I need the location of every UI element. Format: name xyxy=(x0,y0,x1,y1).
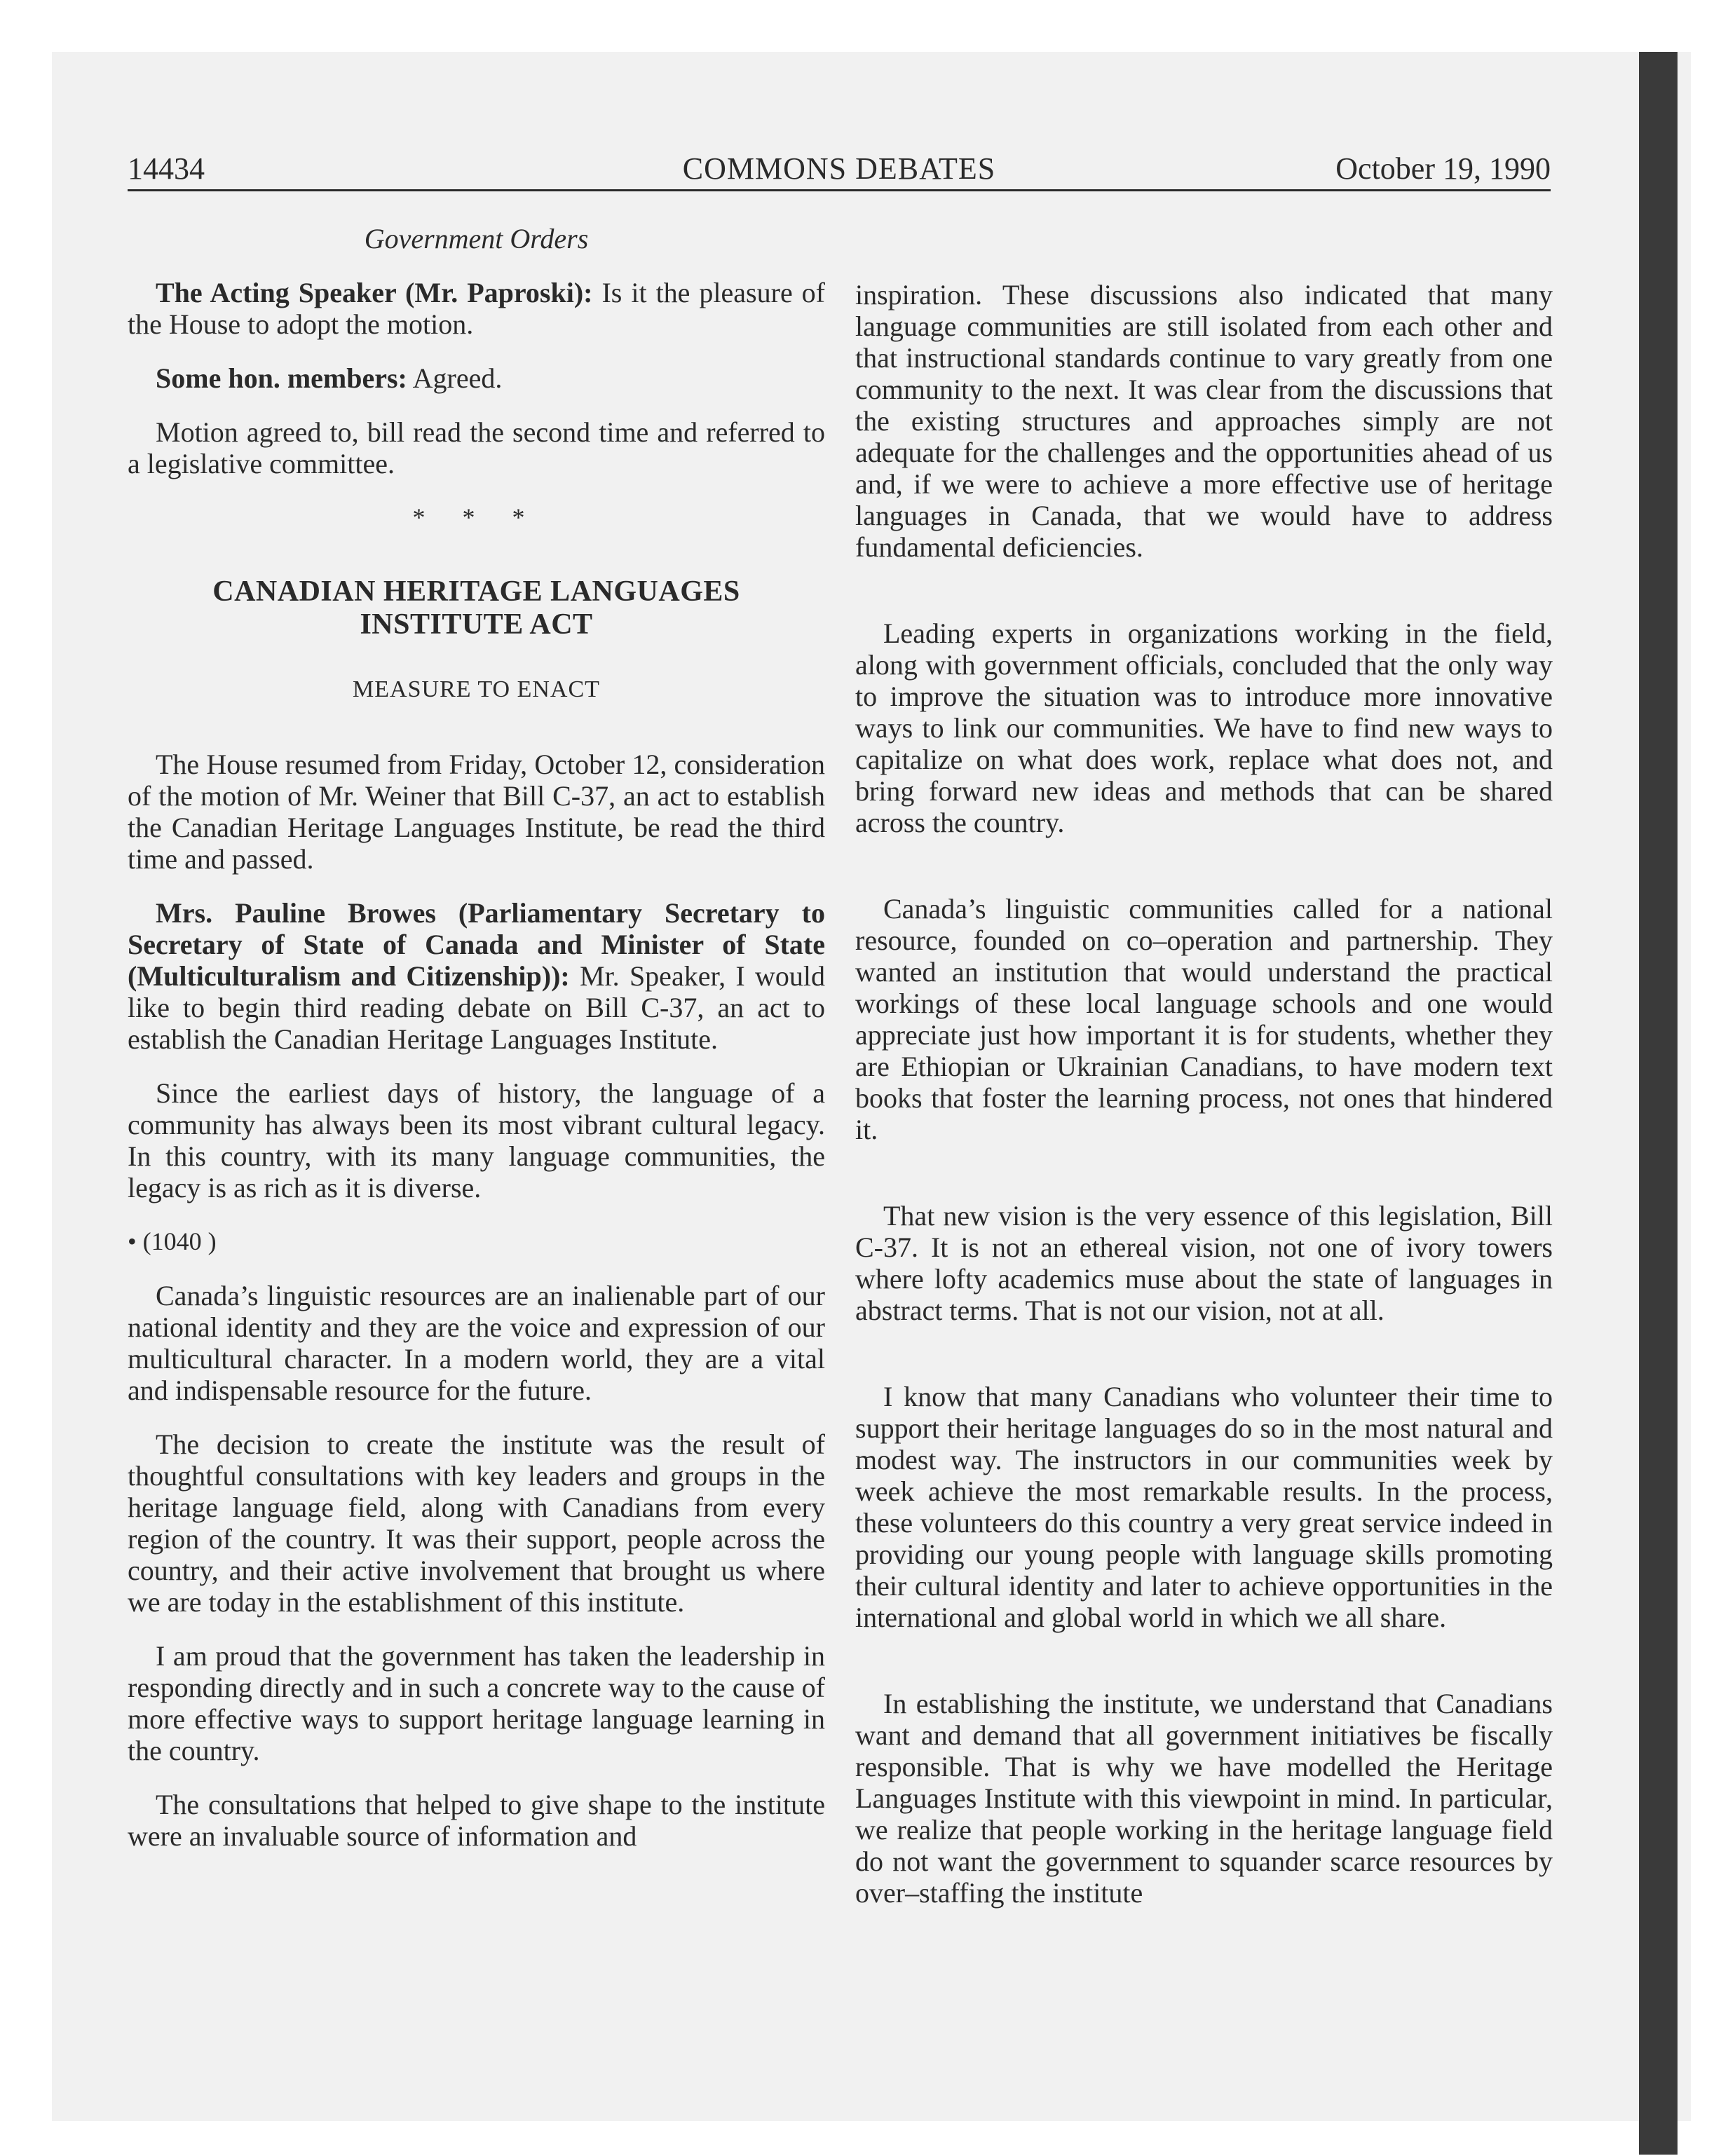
paragraph: I know that many Canadians who volunteer their time to support their heritage languages do so in the most natural and modest way. The instructors in our communities week by week achieve the most remarkable results. In the process, these volunteers do this country a very great service indeed in providing our young people with language skills promoting their cultural identity and later to achieve opportunities in the international and global world in which we all share. xyxy=(855,1381,1553,1633)
paragraph: The consultations that helped to give shape to the institute were an invaluable source of information and xyxy=(128,1789,825,1852)
left-column xyxy=(128,223,825,1874)
paragraph: I am proud that the government has taken the leadership in responding directly and in such a concrete way to the cause of more effective ways to support heritage language learning in the country. xyxy=(128,1640,825,1766)
paragraph: Leading experts in organizations working in the field, along with government officials, concluded that the only way to improve the situation was to introduce more innovative ways to link our communities. We have to find new ways to capitalize on what does work, replace what does not, and bring forward new ideas and methods that can be shared across the country. xyxy=(855,618,1553,838)
header-rule xyxy=(128,189,1551,191)
section-label: Government Orders xyxy=(364,223,589,254)
timestamp: • (1040 ) xyxy=(128,1227,217,1255)
bill-heading: CANADIAN HERITAGE LANGUAGES INSTITUTE ACT xyxy=(212,575,740,641)
publication-date: October 19, 1990 xyxy=(1335,151,1551,186)
paragraph xyxy=(128,897,825,1055)
speech-text: Is it the pleasure of the House to adopt the motion. xyxy=(128,277,826,340)
paragraph: Since the earliest days of history, the language of a community has always been its most vibrant cultural legacy. In this country, with its many language communities, the legacy is as rich as it is diverse. xyxy=(128,1077,825,1203)
speech-text: Mr. Speaker, I would like to begin third reading debate on Bill C-37, an act to establish the Canadian Heritage Languages Institute. xyxy=(128,960,825,1055)
speaker-name: Mrs. Pauline Browes (Parliamentary Secretary to Secretary of State of Canada and Minister of State (Multiculturalism and Citizenship)): xyxy=(128,897,825,992)
paragraph: Motion agreed to, bill read the second time and referred to a legislative committee. xyxy=(128,416,825,479)
paragraph xyxy=(128,277,825,340)
paragraph: That new vision is the very essence of this legislation, Bill C-37. It is not an ethereal vision, not one of ivory towers where lofty academics muse about the state of languages in abstract terms. That is not our vision, not at all. xyxy=(855,1200,1553,1326)
speech-text: Agreed. xyxy=(407,362,503,394)
scan-edge-bar xyxy=(1639,52,1678,2155)
paragraph: Canada’s linguistic communities called for a national resource, founded on co–operation and partnership. They wanted an institution that would understand the practical workings of these local language schools and one would appreciate just how important it is for students, whether they are Ethiopian or Ukrainian Canadians, to have modern text books that foster the learning process, not ones that hindered it. xyxy=(855,893,1553,1145)
section-separator: * * * xyxy=(412,503,540,531)
right-column xyxy=(855,279,1553,1931)
running-header xyxy=(128,149,1551,189)
paragraph: inspiration. These discussions also indicated that many language communities are still isolated from each other and that instructional standards continue to vary greatly from one community to the next. It was clear from the discussions that the existing structures and approaches simply are not adequate for the challenges and the opportunities ahead of us and, if we were to achieve a more effective use of heritage languages in Canada, that we would have to address fundamental deficiencies. xyxy=(855,279,1553,563)
speaker-name: Some hon. members: xyxy=(156,362,407,394)
publication-title: COMMONS DEBATES xyxy=(682,151,996,186)
page-number: 14434 xyxy=(128,151,205,186)
paragraph: Canada’s linguistic resources are an inalienable part of our national identity and they are the voice and expression of our multicultural character. In a modern world, they are a vital and indispensable resource for the future. xyxy=(128,1280,825,1406)
paragraph xyxy=(128,362,825,394)
paragraph: The decision to create the institute was the result of thoughtful consultations with key leaders and groups in the heritage language field, along with Canadians from every region of the country. It was their support, people across the country, and their active involvement that brought us where we are today in the establishment of this institute. xyxy=(128,1428,825,1618)
speaker-name: The Acting Speaker (Mr. Paproski): xyxy=(156,277,593,308)
bill-subheading: MEASURE TO ENACT xyxy=(353,676,600,702)
paragraph: In establishing the institute, we understand that Canadians want and demand that all government initiatives be fiscally responsible. That is why we have modelled the Heritage Languages Institute with this viewpoint in mind. In particular, we realize that people working in the heritage language field do not want the government to squander scarce resources by over–staffing the institute xyxy=(855,1688,1553,1909)
paragraph: The House resumed from Friday, October 12, consideration of the motion of Mr. Weiner that Bill C-37, an act to establish the Canadian Heritage Languages Institute, be read the third time and passed. xyxy=(128,749,825,875)
